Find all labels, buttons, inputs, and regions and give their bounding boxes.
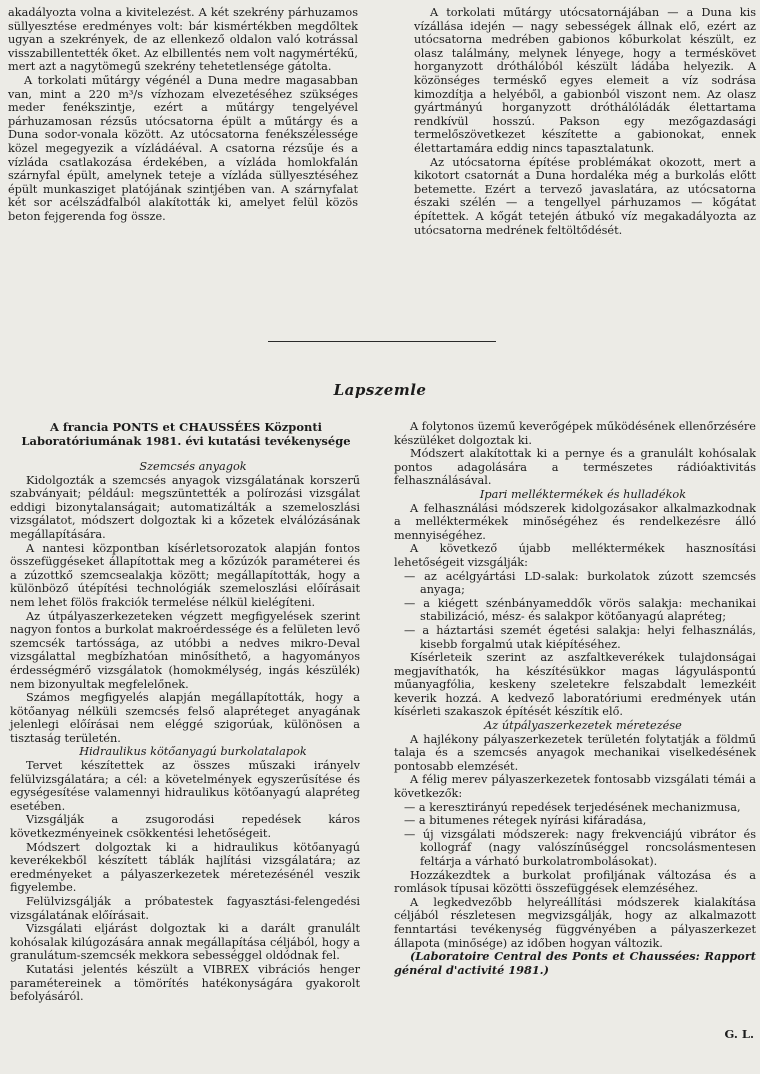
paragraph: Vizsgálják a zsugorodási repedések káros következményeinek csökkentési lehetőségeit. [10,813,360,841]
author-signature: G. L. [724,1027,754,1041]
paragraph: A folytonos üzemű keverőgépek működésének ellenőrzésére készüléket dolgoztak ki. [394,420,756,447]
paragraph: A felhasználási módszerek kidolgozásakor alkalmazkodnak a melléktermékek minőségéhez és rendelkezésre álló mennyiségéhez. [394,501,756,542]
paragraph: A legkedvezőbb helyreállítási módszerek kialakítása céljából részletesen megvizsgálják, hogy az alkalmazott fenntartási tevékenység függvényében a pályaszerkezet állapota (minősége) az időben hogyan változik. [394,895,756,950]
top-left-column [8,6,358,224]
paragraph: Tervet készítettek az összes műszaki irányelv felülvizsgálatára; a cél: a követelmények egyszerűsítése és egységesítése valamennyi hidraulikus kötőanyagú alapréteg esetében. [10,759,360,813]
article-title: A francia PONTS et CHAUSSÉES Központi Laboratóriumának 1981. évi kutatási tevékenysége [21,420,351,448]
paragraph: Felülvizsgálják a próbatestek fagyasztási-felengedési vizsgálatának előírásait. [10,895,360,922]
list-item: — a keresztirányú repedések terjedésének mechanizmusa, [394,801,756,815]
byproduct-list [394,570,756,652]
paragraph: Az utócsatorna építése problémákat okozott, mert a kikotort csatornát a Duna hordaléka még a burkolás előtt betemette. Ezért a tervező javaslatára, az utócsatorna északi szélén — a tengellyel párhuzamos — kőgátat építettek. A kőgát tetején átbukó víz megakadályozta az utócsatorna medrének feltöltődését. [414,155,756,237]
list-item: — a háztartási szemét égetési salakja: helyi felhasználás, kisebb forgalmú utak kiépítéséhez. [394,624,756,651]
paragraph: A nantesi központban kísérletsorozatok alapján fontos összefüggéseket állapítottak meg a kőzúzók paraméterei és a zúzottkő szemcsealakja között; megállapították, hogy a különböző útépítési technológiák szemeloszlási előírásait nem lehet fölös frakciók termelése nélkül kielégíteni. [10,541,360,609]
subheading: Ipari melléktermékek és hulladékok [479,487,687,501]
section-divider [268,341,496,342]
list-item: — új vizsgálati módszerek: nagy frekvenciájú vibrátor és kollográf (nagy valószínűséggel roncsolásmentesen feltárja a várható burkolatrombolásokat). [394,828,756,869]
top-right-column [414,6,756,237]
paragraph: Kidolgozták a szemcsés anyagok vizsgálatának korszerű szabványait; például: megszüntették a polírozási vizsgálat eddigi bizonytalanságait; automatizálták a szemeloszlási vizsgálatot, módszert dolgoztak ki a kőzetek elválózásának megállapítására. [10,473,360,541]
paragraph: A torkolati műtárgy végénél a Duna medre magasabban van, mint a 220 m³/s vízhozam elvezetéséhez szükséges meder fenékszintje, ezért a műtárgy tengelyével párhuzamosan rézsűs utócsatorna épült a műtárgy és a Duna sodor-vonala között. Az utócsatorna fenékszélessége közel megegyezik a vízládáéval. A csatorna rézsűje és a vízláda csatlakozása érdekében, a vízláda homlokfalán szárnyfal épült, amelynek teteje a vízláda süllyesztéséhez épült munkasziget platójának szintjében van. A szárnyfalat két sor acélszádfalból alakították ki, amelyet felül közös beton fejgerenda fog össze. [8,73,358,223]
paragraph: A torkolati műtárgy utócsatornájában — a Duna kis vízállása idején — nagy sebességek állnak elő, ezért az utócsatorna medrében gabionos kőburkolat készült, ez olasz találmány, melynek lényege, hogy a terméskövet horganyzott dróthálóból készült ládába helyezik. A közönséges terméskő egyes elemeit a víz sodrása kimozdítja a helyéből, a gabionból viszont nem. Az olasz gyártmányú horganyzott dróthálóládák élettartama rendkívül hosszú. Pakson egy mezőgazdasági termelőszövetkezet készítette a gabionokat, ennek élettartamára eddig nincs tapasztalatunk. [414,6,756,155]
paragraph: Számos megfigyelés alapján megállapították, hogy a kötőanyag nélküli szemcsés felső alapréteget anyagának jelenlegi előírásai nem eléggé szigorúak, különösen a tisztaság területén. [10,691,360,745]
article-right-column [394,420,756,977]
section-title: Lapszemle [333,381,427,399]
list-item: — az acélgyártási LD-salak: burkolatok zúzott szemcsés anyaga; [394,570,756,597]
paragraph: Az útpályaszerkezeteken végzett megfigyelések szerint nagyon fontos a burkolat makroérdessége és a felületen levő szemcsék tartóssága, az utóbbi a nedves mikro-Deval vizsgálattal megbízhatóan minősíthető, a hagyományos érdességmérő vizsgálatok (homokmélység, ingás készülék) nem bizonyultak megfelelőnek. [10,609,360,691]
subheading: Szemcsés anyagok [139,460,247,473]
subheading: Az útpályaszerkezetek méretezése [484,719,682,733]
paragraph: akadályozta volna a kivitelezést. A két szekrény párhuzamos süllyesztése eredményes volt: bár kismértékben megdőltek ugyan a szekrények, de az ellenkező oldalon való kotrással visszabillentették őket. Az elbillentés nem volt nagymértékű, mert azt a nagytömegű szekrény tehetetlensége gátolta. [8,6,358,74]
subheading: Hidraulikus kötőanyagú burkolatalapok [79,745,307,759]
paragraph: Kísérleteik szerint az aszfaltkeverékek tulajdonságai megjavíthatók, ha készítésükkor magas lágyuláspontú műanyagfólia, keskeny szeletekre felszabdalt lemezkéit keverik hozzá. A kedvező laboratóriumi eredmények után kísérleti szakaszok építését készítik elő. [394,651,756,719]
research-topics-list [394,801,756,869]
paragraph: A félig merev pályaszerkezetek fontosabb vizsgálati témái a következők: [394,773,756,801]
paragraph: A következő újabb melléktermékek hasznosítási lehetőségeit vizsgálják: [394,542,756,569]
source-citation: (Laboratoire Central des Ponts et Chaussées: Rapport général d'activité 1981.) [394,949,756,977]
paragraph: Hozzákezdtek a burkolat profiljának változása és a romlások típusai közötti összefüggések elemzéséhez. [394,868,756,896]
paragraph: Kutatási jelentés készült a VIBREX vibrációs henger paramétereinek a tömörítés hatékonyságára gyakorolt befolyásáról. [10,962,360,1004]
paragraph: A hajlékony pályaszerkezetek területén folytatják a földmű talaja és a szemcsés anyagok mechanikai viselkedésének pontosabb elemzését. [394,732,756,773]
paragraph: Módszert alakítottak ki a pernye és a granulált kohósalak pontos adagolására a természetes rádióaktivitás felhasználásával. [394,447,756,488]
paragraph: Vizsgálati eljárást dolgoztak ki a darált granulált kohósalak kilúgozására annak megállapítása céljából, hogy a granulátum-szemcsék mekkora sebességgel oldódnak fel. [10,922,360,963]
list-item: — a bitumenes rétegek nyírási kifáradása, [394,814,756,828]
list-item: — a kiégett szénbányameddők vörös salakja: mechanikai stabilizáció, mész- és salakpor kötőanyagú alapréteg; [394,597,756,624]
paragraph: Módszert dolgoztak ki a hidraulikus kötőanyagú keverékekből készített táblák hajlítási vizsgálatára; az eredményeket a pályaszerkezetek méretezésénél veszik figyelembe. [10,840,360,895]
article-left-column [10,460,360,1004]
